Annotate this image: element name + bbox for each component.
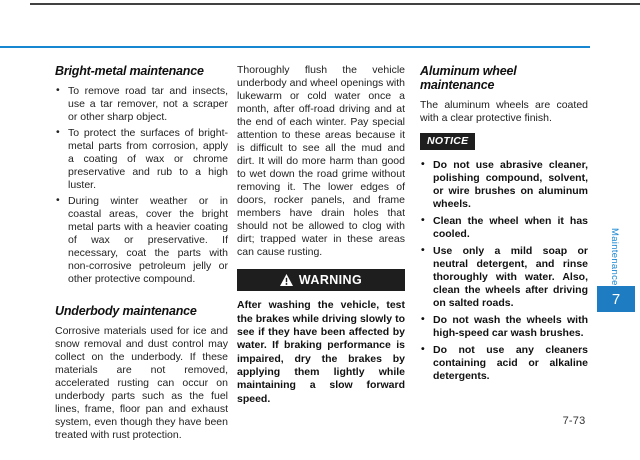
top-divider-rule <box>30 3 640 5</box>
section-heading-aluminum-wheel: Aluminum wheel maintenance <box>420 64 517 92</box>
list-item: • Use only a mild soap or neutral detergent, and rinse thoroughly with water. Also, clean the wheels after driving on salted roads. <box>420 245 588 310</box>
column-left <box>55 64 228 442</box>
header-accent-rule <box>0 46 590 48</box>
section-underbody <box>55 304 228 442</box>
warning-header <box>237 269 405 291</box>
warning-triangle-icon <box>280 274 293 286</box>
section-heading-underbody: Underbody maintenance <box>55 304 197 319</box>
page-number: 7-73 <box>562 415 586 427</box>
flush-underbody-paragraph: Thoroughly flush the vehicle underbody and wheel openings with lukewarm or cold water once a month, after off-road driving and at the end of each winter. Pay special attention to these areas because it is difficult to see all the mud and dirt. It will do more harm than good to wet down the road grime without removing it. The lower edges of doors, rocker panels, and frame members have drain holes that should not be allowed to clog with dirt; trapped water in these areas can cause rusting. <box>237 64 405 259</box>
list-item: • Do not use any cleaners containing acid or alkaline detergents. <box>420 344 588 383</box>
list-item: • Do not use abrasive cleaner, polishing compound, solvent, or wire brushes on aluminum wheels. <box>420 159 588 211</box>
warning-title: WARNING <box>298 273 363 288</box>
chapter-side-label: Maintenance <box>609 228 620 286</box>
warning-body-text: After washing the vehicle, test the brakes while driving slowly to see if they have been affected by water. If braking performance is impaired, dry the brakes by applying them lightly while maintaining a slow forward speed. <box>237 299 405 405</box>
list-item: • During winter weather or in coastal areas, cover the bright metal parts with a heavier coating of wax or preservative. If necessary, coat the parts with non-corrosive petroleum jelly or other protective compound. <box>55 195 228 286</box>
column-right <box>420 64 588 387</box>
notice-bullet-list <box>420 159 588 383</box>
list-item: • Do not wash the wheels with high-speed car wash brushes. <box>420 314 588 340</box>
notice-label: NOTICE <box>420 133 475 150</box>
bright-metal-bullet-list <box>55 85 228 286</box>
aluminum-wheel-paragraph: The aluminum wheels are coated with a clear protective finish. <box>420 99 588 125</box>
underbody-paragraph: Corrosive materials used for ice and snow removal and dust control may collect on the underbody. If these materials are not removed, accelerated rusting can occur on underbody parts such as the fuel lines, frame, floor pan and exhaust system, even though they have been treated with rust protection. <box>55 325 228 442</box>
section-heading-bright-metal: Bright-metal maintenance <box>55 64 204 78</box>
list-item: • Clean the wheel when it has cooled. <box>420 215 588 241</box>
list-item: • To remove road tar and insects, use a tar remover, not a scraper or other sharp object. <box>55 85 228 124</box>
chapter-tab: 7 <box>597 286 635 312</box>
column-middle <box>237 64 405 406</box>
warning-box <box>237 269 405 406</box>
list-item: • To protect the surfaces of bright-metal parts from corrosion, apply a coating of wax or chrome preservative and rub to a high luster. <box>55 127 228 192</box>
